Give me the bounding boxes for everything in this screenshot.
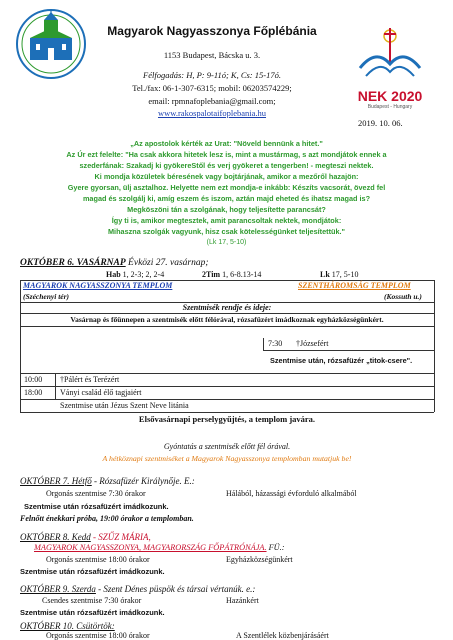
day-after: Szentmise után rózsafüzért imádkozunk. (24, 502, 169, 511)
day-intent: A Szentlélek közbenjárásáért (236, 631, 329, 640)
right-mass-intent: †Józsefért (296, 339, 329, 348)
church-left-name: MAGYAROK NAGYASSZONYA TEMPLOM (23, 281, 173, 290)
sunday-season: Évközi 27. vasárnap; (125, 258, 209, 268)
gospel-reference: (Lk 17, 5-10) (206, 239, 247, 246)
day-mass: Orgonás szentmise 7:30 órakor (46, 489, 146, 498)
gospel-line: Így ti is, amikor megtesztek, amit parancsoltak nektek, mondjátok: (111, 216, 342, 225)
confession-note: Gyóntatás a szentmisék előtt fél órával. (163, 442, 291, 451)
litany-note: Szentmise után Jézus Szent Neve litánia (60, 401, 189, 410)
sunday-date: OKTÓBER 6. VASÁRNAP (20, 258, 126, 268)
eucharistic-congress-icon (346, 18, 434, 88)
day-heading (20, 584, 255, 594)
left-mass-time: 10:00 (24, 375, 43, 384)
phone: Tel./fax: 06-1-307-6315; mobil: 06203574229; (132, 83, 292, 93)
day-feast-full (34, 543, 285, 552)
day-feast: - Rózsafüzér Királynője. E.: (91, 476, 195, 486)
bulletin-date: 2019. 10. 06. (358, 118, 403, 128)
reading-ref: 17, 5-10 (329, 270, 359, 279)
gospel-text (20, 138, 433, 248)
nek-title: NEK 2020 (357, 88, 423, 104)
church-left-location: (Széchenyi tér) (23, 292, 70, 301)
office-hours: Félfogadás: H, P: 9-11ó; K, Cs: 15-17ó. (143, 70, 281, 80)
gospel-line: Mihaszna szolgák vagyunk, hisz csak kötelességünket teljesítettük." (107, 227, 346, 236)
day-heading (20, 476, 195, 486)
left-mass-intent: †Pálért és Terézért (60, 375, 120, 384)
parish-title: Magyarok Nagyasszonya Főplébánia (107, 24, 317, 38)
day-feast: - SZŰZ MÁRIA, (90, 532, 151, 542)
day-date: OKTÓBER 9. Szerda (20, 584, 96, 594)
church-right-name: SZENTHÁROMSÁG TEMPLOM (298, 281, 411, 290)
day-mass: Orgonás szentmise 18:00 órakor (46, 555, 150, 564)
nek-subtitle: Budapest - Hungary (367, 104, 413, 110)
reading-label: 2Tim (202, 270, 221, 279)
day-date: OKTÓBER 8. Kedd (20, 532, 91, 542)
day-date: OKTÓBER 7. Hétfő (20, 476, 92, 486)
reading-label: Lk (320, 270, 330, 279)
church-right-location: (Kossuth u.) (384, 292, 422, 301)
day-after: Szentmise után rózsafüzért imádkozunk. (20, 567, 165, 576)
email: email: rpmnafoplebania@gmail.com; (148, 96, 276, 106)
left-mass-time: 18:00 (24, 388, 43, 397)
gospel-line: Az Úr ezt felelte: "Ha csak akkora hitetek lesz is, mint a mustármag, s azt mondjátok ennek a (66, 150, 387, 159)
gospel-line: magad és szolgálj ki, amíg eszem és iszom, aztán majd eheted és ihatsz magad is? (82, 194, 371, 203)
right-after-mass: Szentmise után, rózsafüzér „titok-csere". (270, 356, 413, 365)
gospel-line: szederfának: Szakadj ki gyökereStől és verj gyökeret a tengerben! - megteszi nektek. (79, 161, 374, 170)
day-feast: - Szent Dénes püspök és társai vértanúk. e.: (95, 584, 256, 594)
day-heading: OKTÓBER 10. Csütörtök: (20, 621, 115, 631)
parish-logo (14, 8, 88, 80)
day-mass: Csendes szentmise 7:30 órakor (42, 596, 142, 605)
sunday-heading (20, 258, 209, 268)
day-extra: Felnőtt énekkari próba, 19:00 órakor a templomban. (20, 514, 194, 523)
gospel-line: „Az apostolok kérték az Urat: "Növeld bennünk a hitet." (130, 139, 323, 148)
weekday-note: A hétköznapi szentmiséket a Magyarok Nagyasszonya templomban mutatjuk be! (102, 454, 352, 463)
day-intent: Hazánkért (226, 596, 259, 605)
nek-logo (346, 18, 434, 116)
feast-title: MAGYAROK NAGYASSZONYA, MAGYARORSZÁG FŐPÁTRÓNÁJA. (34, 543, 267, 552)
parish-address: 1153 Budapest, Bácska u. 3. (163, 50, 261, 60)
day-intent: Egyházközségünkért (226, 555, 293, 564)
reading-ref: 1, 2-3; 2, 2-4 (120, 270, 165, 279)
gospel-line: Ki mondja közületek béresének vagy bojtárjának, amikor a mezőről hazajön: (94, 172, 359, 181)
day-intent: Hálából, házassági évforduló alkalmából (226, 489, 357, 498)
day-mass: Orgonás szentmise 18:00 órakor (46, 631, 150, 640)
rosary-note: Vasárnap és főünnepen a szentmisék előtt félórával, rózsafüzért imádkoznak egyházközségünkért. (70, 315, 384, 324)
feast-rank: FÜ.: (266, 543, 285, 552)
day-heading (20, 532, 151, 542)
reading-ref: 1, 6-8.13-14 (220, 270, 262, 279)
collection-note: Elsővasárnapi perselygyűjtés, a templom javára. (138, 414, 316, 424)
gospel-line: Gyere gyorsan, ülj asztalhoz. Helyette nem ezt mondja-e inkább: Készíts vacsorát, övezd fel (67, 183, 386, 192)
website-link[interactable]: www.rakospalotaifoplebania.hu (157, 108, 267, 118)
gospel-line: Megköszöni tán a szolgának, hogy teljesítette parancsát? (127, 205, 326, 214)
day-after: Szentmise után rózsafüzért imádkozunk. (20, 608, 165, 617)
church-logo-icon (14, 8, 88, 80)
mass-order-title: Szentmisék rendje és ideje: (182, 303, 272, 312)
left-mass-intent: Ványi család élő tagjaiért (60, 388, 142, 397)
reading-label: Hab (106, 270, 121, 279)
right-mass-time: 7:30 (268, 339, 283, 348)
